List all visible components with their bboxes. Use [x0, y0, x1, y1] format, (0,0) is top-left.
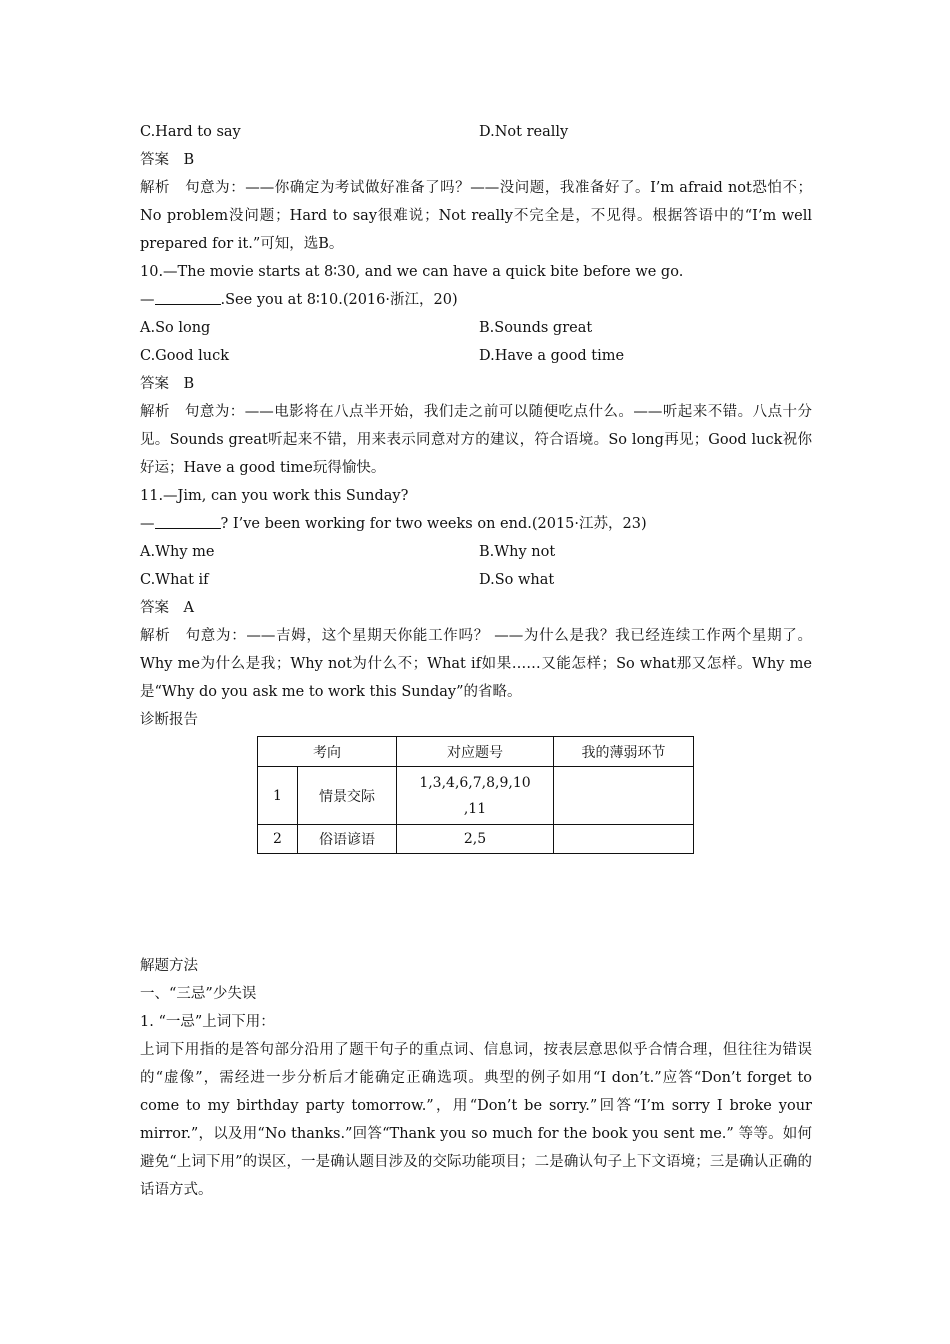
row-weak-point-cell[interactable]	[554, 825, 694, 854]
methods-item-1-title: 1. “一忌”上词下用：	[140, 1014, 275, 1030]
header-topic: 考向	[258, 737, 397, 767]
row-question-numbers: 2,5	[397, 825, 554, 854]
methods-section-1: 一、“三忌”少失误	[140, 986, 257, 1002]
q11-reply-prefix: —	[140, 516, 155, 532]
q9-option-d[interactable]: D.Not really	[479, 124, 569, 140]
table-row	[258, 767, 694, 825]
q11-option-a[interactable]: A.Why me	[140, 544, 215, 560]
q10-blank[interactable]	[155, 289, 221, 305]
q10-reply-prefix: —	[140, 292, 155, 308]
q10-options-row-2	[140, 342, 812, 370]
row-number: 1	[258, 767, 298, 825]
row-topic: 俗语谚语	[298, 825, 397, 854]
row-numbers-line1: 1,3,4,6,7,8,9,10	[419, 774, 531, 791]
q11-reply	[140, 510, 812, 538]
row-weak-point-cell[interactable]	[554, 767, 694, 825]
table-row	[258, 825, 694, 854]
q10-option-a[interactable]: A.So long	[140, 320, 211, 336]
q9-answer: 答案 B	[140, 152, 195, 168]
header-question-numbers: 对应题号	[397, 737, 554, 767]
q10-option-b[interactable]: B.Sounds great	[479, 320, 593, 336]
diagnosis-title: 诊断报告	[140, 712, 198, 728]
q10-reply-suffix: .See you at 8∶10.(2016·浙江，20)	[220, 292, 458, 308]
q11-answer: 答案 A	[140, 600, 194, 616]
q11-reply-suffix: ? I’ve been working for two weeks on end.(2015·江苏，23)	[220, 516, 647, 532]
row-question-numbers	[397, 767, 554, 825]
q10-analysis: 解析 句意为：——电影将在八点半开始，我们走之前可以随便吃点什么。——听起来不错。八点十分见。Sounds great听起来不错，用来表示同意对方的建议，符合语境。So long再见；Good luck祝你好运；Have a good time玩得愉快。	[140, 404, 812, 476]
q10-reply	[140, 286, 812, 314]
q11-options-row-2	[140, 566, 812, 594]
document-page	[140, 118, 812, 1204]
diagnosis-table	[257, 736, 694, 854]
header-weak-points: 我的薄弱环节	[554, 737, 694, 767]
q10-option-c[interactable]: C.Good luck	[140, 348, 230, 364]
methods-item-1-body: 上词下用指的是答句部分沿用了题干句子的重点词、信息词，按表层意思似乎合情合理，但往往为错误的“虚像”，需经进一步分析后才能确定正确选项。典型的例子如用“I don’t.”应答“Don’t forget to come to my birthday party tomorrow.”，用“Don’t be sorry.”回答“I’m sorry I broke your mirror.”，以及用“No thanks.”回答“Thank you so much for the book you sent me.” 等等。如何避免“上词下用”的误区，一是确认题目涉及的交际功能项目；二是确认句子上下文语境；三是确认正确的话语方式。	[140, 1042, 812, 1198]
diagnosis-header-row	[258, 737, 694, 767]
q9-option-c[interactable]: C.Hard to say	[140, 124, 241, 140]
q11-options-row-1	[140, 538, 812, 566]
q11-option-d[interactable]: D.So what	[479, 572, 555, 588]
q11-option-b[interactable]: B.Why not	[479, 544, 556, 560]
q10-option-d[interactable]: D.Have a good time	[479, 348, 625, 364]
q11-question: 11.—Jim, can you work this Sunday?	[140, 488, 409, 504]
spacer	[140, 856, 812, 952]
q11-option-c[interactable]: C.What if	[140, 572, 209, 588]
q10-question: 10.—The movie starts at 8∶30, and we can have a quick bite before we go.	[140, 264, 684, 280]
q9-options-row	[140, 118, 812, 146]
row-numbers-line2: ,11	[463, 800, 487, 817]
q9-analysis: 解析 句意为：——你确定为考试做好准备了吗？——没问题，我准备好了。I’m afraid not恐怕不；No problem没问题；Hard to say很难说；Not really不完全是，不见得。根据答语中的“I’m well prepared for it.”可知，选B。	[140, 180, 812, 252]
q11-blank[interactable]	[155, 513, 221, 529]
q10-options-row-1	[140, 314, 812, 342]
row-number: 2	[258, 825, 298, 854]
row-topic: 情景交际	[298, 767, 397, 825]
q11-analysis: 解析 句意为：——吉姆，这个星期天你能工作吗？ ——为什么是我？我已经连续工作两个星期了。Why me为什么是我；Why not为什么不；What if如果……又能怎样；So what那又怎样。Why me是“Why do you ask me to work this Sunday”的省略。	[140, 628, 812, 700]
q10-answer: 答案 B	[140, 376, 195, 392]
methods-title: 解题方法	[140, 958, 198, 974]
